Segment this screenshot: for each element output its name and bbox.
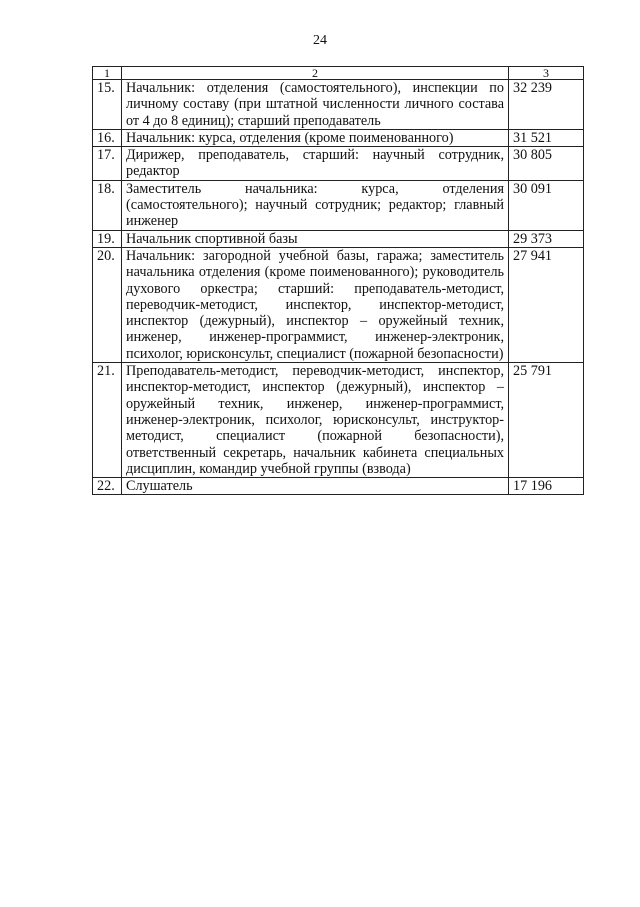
table-row	[93, 478, 584, 495]
salary-value: 17 196	[509, 478, 584, 495]
salary-value: 32 239	[509, 80, 584, 130]
salary-table	[92, 66, 584, 495]
position-description: Начальник: загородной учебной базы, гаража; заместитель начальника отделения (кроме поименованного); руководитель духового оркестра; старший: преподаватель-методист, переводчик-методист, инспектор, инспектор-методист, инспектор (дежурный), инспектор – оружейный техник, инженер, инженер-программист, инженер-электроник, психолог, юрисконсульт, специалист (пожарной безопасности)	[122, 247, 509, 362]
row-number: 19.	[93, 230, 122, 247]
column-header-1: 1	[93, 67, 122, 80]
table-header-row	[93, 67, 584, 80]
salary-value: 27 941	[509, 247, 584, 362]
position-description: Преподаватель-методист, переводчик-методист, инспектор, инспектор-методист, инспектор (дежурный), инспектор – оружейный техник, инженер, инженер-программист, инженер-электроник, психолог, юрисконсульт, инструктор-методист, специалист (пожарной безопасности), ответственный секретарь, начальник кабинета специальных дисциплин, командир учебной группы (взвода)	[122, 363, 509, 478]
column-header-2: 2	[122, 67, 509, 80]
row-number: 20.	[93, 247, 122, 362]
table-row	[93, 230, 584, 247]
salary-value: 30 805	[509, 147, 584, 181]
position-description: Начальник: курса, отделения (кроме поименованного)	[122, 129, 509, 146]
salary-value: 25 791	[509, 363, 584, 478]
salary-value: 29 373	[509, 230, 584, 247]
row-number: 21.	[93, 363, 122, 478]
row-number: 15.	[93, 80, 122, 130]
position-description: Дирижер, преподаватель, старший: научный сотрудник, редактор	[122, 147, 509, 181]
position-description: Слушатель	[122, 478, 509, 495]
row-number: 17.	[93, 147, 122, 181]
page-number: 24	[313, 33, 327, 48]
salary-value: 31 521	[509, 129, 584, 146]
table-row	[93, 363, 584, 478]
position-description: Начальник спортивной базы	[122, 230, 509, 247]
position-description: Начальник: отделения (самостоятельного), инспекции по личному составу (при штатной численности личного состава от 4 до 8 единиц); старший преподаватель	[122, 80, 509, 130]
row-number: 18.	[93, 180, 122, 230]
row-number: 16.	[93, 129, 122, 146]
position-description: Заместитель начальника: курса, отделения (самостоятельного); научный сотрудник; редактор; главный инженер	[122, 180, 509, 230]
table-row	[93, 80, 584, 130]
table-row	[93, 180, 584, 230]
table-row	[93, 247, 584, 362]
table-row	[93, 129, 584, 146]
row-number: 22.	[93, 478, 122, 495]
column-header-3: 3	[509, 67, 584, 80]
salary-value: 30 091	[509, 180, 584, 230]
table-row	[93, 147, 584, 181]
